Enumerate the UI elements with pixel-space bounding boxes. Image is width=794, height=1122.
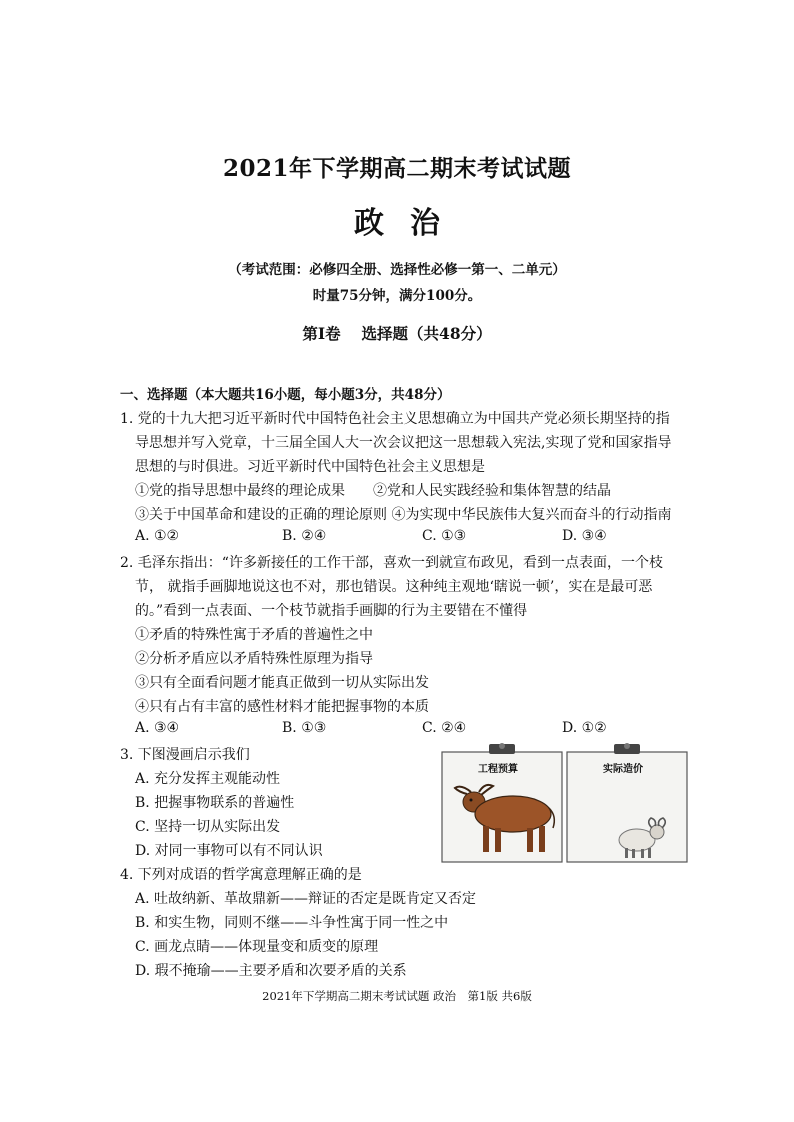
- q1-option-a: A. ①②: [135, 528, 180, 544]
- q2-option-c: C. ②④: [422, 720, 467, 736]
- q2-stem-line-1: 2. 毛泽东指出：“许多新接任的工作干部，喜欢一到就宣布政见，看到一点表面，一个枝: [120, 555, 663, 571]
- q1-option-b: B. ②④: [282, 528, 327, 544]
- q2-stem-line-2: 节， 就指手画脚地说这也不对，那也错误。这种纯主观地‘瞎说一顿’，实在是最可恶: [135, 579, 653, 595]
- q1-stem-line-2: 导思想并写入党章，十三届全国人大一次会议把这一思想载入宪法,实现了党和国家指导: [135, 435, 672, 451]
- volume-heading: 第Ⅰ卷 选择题（共48分）: [302, 324, 492, 343]
- q1-statements-1-2: ①党的指导思想中最终的理论成果 ②党和人民实践经验和集体智慧的结晶: [135, 483, 611, 499]
- q4-stem: 4. 下列对成语的哲学寓意理解正确的是: [120, 867, 362, 883]
- q2-options: [135, 720, 655, 740]
- q2-option-d: D. ①②: [562, 720, 607, 736]
- q2-statement-4: ④只有占有丰富的感性材料才能把握事物的本质: [135, 699, 429, 715]
- q1-option-d: D. ③④: [562, 528, 607, 544]
- q1-stem-line-3: 思想的与时俱进。习近平新时代中国特色社会主义思想是: [135, 459, 485, 475]
- section-heading: 一、选择题（本大题共16小题，每小题3分，共48分）: [120, 387, 451, 403]
- q3-option-b: B. 把握事物联系的普遍性: [135, 795, 295, 811]
- q2-stem-line-3: 的。”看到一点表面、一个枝节就指手画脚的行为主要错在不懂得: [135, 603, 528, 619]
- exam-title: 2021年下学期高二期末考试试题: [222, 155, 571, 182]
- q3-stem: 3. 下图漫画启示我们: [120, 747, 250, 763]
- q2-statement-3: ③只有全面看问题才能真正做到一切从实际出发: [135, 675, 429, 691]
- page-footer: 2021年下学期高二期末考试试题 政治 第1版 共6版: [262, 989, 532, 1003]
- q2-option-b: B. ①③: [282, 720, 327, 736]
- budget-board: [442, 743, 562, 862]
- q3-option-d: D. 对同一事物可以有不同认识: [135, 843, 323, 859]
- cartoon-budget-vs-cost: [441, 742, 688, 864]
- exam-time: 时量75分钟，满分100分。: [312, 288, 482, 304]
- q2-option-a: A. ③④: [135, 720, 180, 736]
- q2-statement-1: ①矛盾的特殊性寓于矛盾的普遍性之中: [135, 627, 373, 643]
- q2-statement-2: ②分析矛盾应以矛盾特殊性原理为指导: [135, 651, 373, 667]
- q4-option-b: B. 和实生物，同则不继——斗争性寓于同一性之中: [135, 915, 449, 931]
- q1-stem-line-1: 1. 党的十九大把习近平新时代中国特色社会主义思想确立为中国共产党必须长期坚持的指: [120, 411, 670, 427]
- budget-label: 工程预算: [478, 764, 518, 775]
- q4-option-d: D. 瑕不掩瑜——主要矛盾和次要矛盾的关系: [135, 963, 407, 979]
- q1-option-c: C. ①③: [422, 528, 467, 544]
- q4-option-c: C. 画龙点睛——体现量变和质变的原理: [135, 939, 379, 955]
- actual-cost-board: [567, 743, 687, 862]
- q3-option-a: A. 充分发挥主观能动性: [135, 771, 281, 787]
- q4-option-a: A. 吐故纳新、革故鼎新——辩证的否定是既肯定又否定: [135, 891, 477, 907]
- exam-scope: （考试范围：必修四全册、选择性必修一第一、二单元）: [228, 262, 566, 278]
- subject-title: 政治: [354, 206, 466, 241]
- q1-statements-3-4: ③关于中国革命和建设的正确的理论原则 ④为实现中华民族伟大复兴而奋斗的行动指南: [135, 507, 672, 523]
- q1-options: [135, 528, 655, 548]
- q3-option-c: C. 坚持一切从实际出发: [135, 819, 281, 835]
- actual-cost-label: 实际造价: [603, 764, 643, 775]
